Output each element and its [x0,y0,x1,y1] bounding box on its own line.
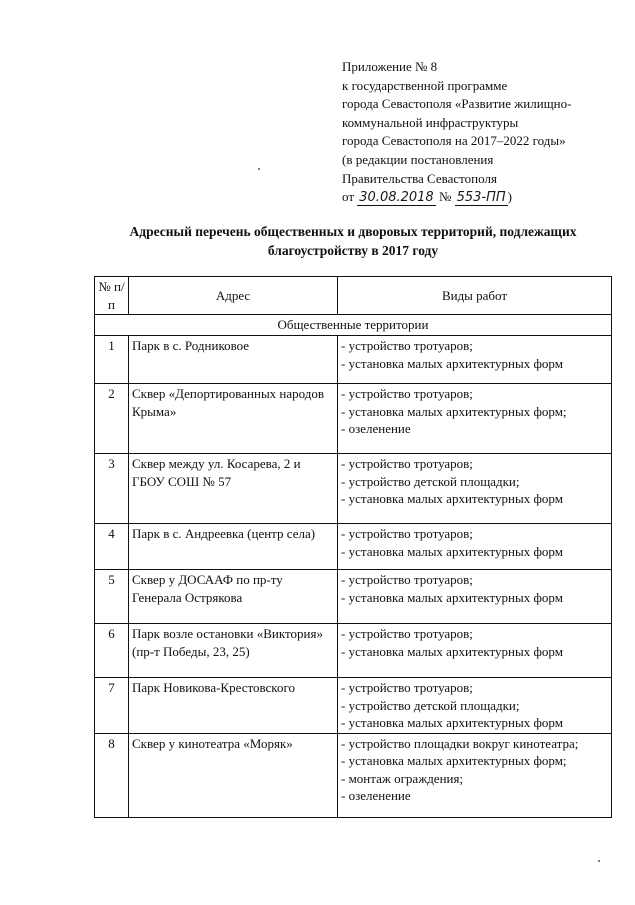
table-row [95,733,612,817]
row-works [338,570,612,624]
row-address: Парк возле остановки «Виктория» (пр-т Победы, 23, 25) [129,624,338,678]
row-number: 7 [95,678,129,734]
address-table [94,276,612,818]
header-works: Виды работ [338,277,612,315]
work-item: - установка малых архитектурных форм [341,355,563,371]
handwritten-date: 30.08.2018 [359,190,434,206]
handwritten-number: 553-ПП [456,190,506,206]
appendix-line: города Севастополя на 2017–2022 годы» [342,133,566,149]
number-label: № [438,189,452,205]
appendix-line: коммунальной инфраструктуры [342,114,519,130]
work-item: - устройство тротуаров; [341,456,473,471]
table-row [95,624,612,678]
work-item: - установка малых архитектурных форм; [341,753,567,768]
table-header-row [95,277,612,315]
row-number: 5 [95,570,129,624]
table-row [95,570,612,624]
appendix-line: города Севастополя «Развитие жилищно- [342,96,572,112]
row-works [338,678,612,734]
title-line: Адресный перечень общественных и дворовых территорий, подлежащих [129,224,577,239]
resolution-reference [342,188,632,207]
row-works [338,454,612,524]
appendix-line: Приложение № 8 [342,59,438,74]
work-item: - озеленение [341,788,411,803]
work-item: - установка малых архитектурных форм [341,715,563,730]
row-address: Парк Новикова-Крестовского [129,678,338,734]
row-number: 3 [95,454,129,524]
row-address: Сквер у ДОСААФ по пр-ту Генерала Острякова [129,570,338,624]
row-works [338,624,612,678]
table-row [95,336,612,384]
work-item: - устройство тротуаров; [341,680,473,695]
scan-speck [258,168,260,170]
work-item: - устройство тротуаров; [341,526,473,541]
document-title [94,222,612,260]
row-address: Парк в с. Родниковое [129,336,338,384]
row-number: 2 [95,384,129,454]
table-row [95,384,612,454]
scan-speck [598,860,600,862]
work-item: - установка малых архитектурных форм [341,491,563,506]
table-row [95,678,612,734]
header-address: Адрес [129,277,338,315]
row-number: 6 [95,624,129,678]
work-item: - установка малых архитектурных форм [341,543,563,559]
work-item: - устройство тротуаров; [341,626,473,641]
appendix-line: (в редакции постановления [342,151,494,167]
work-item: - установка малых архитектурных форм; [341,403,567,419]
header-num: № п/п [95,277,129,315]
table-row [95,454,612,524]
work-item: - установка малых архитектурных форм [341,589,563,605]
row-works [338,733,612,817]
work-item: - установка малых архитектурных форм [341,643,563,659]
row-number: 8 [95,733,129,817]
row-address: Сквер «Депортированных народов Крыма» [129,384,338,454]
work-item: - устройство тротуаров; [341,338,473,353]
work-item: - устройство тротуаров; [341,572,473,587]
work-item: - устройство тротуаров; [341,386,473,401]
section-label: Общественные территории [95,315,612,336]
row-works [338,384,612,454]
closing-paren: ) [507,189,513,205]
table-row [95,524,612,570]
row-works [338,336,612,384]
appendix-line: к государственной программе [342,77,508,93]
row-address: Парк в с. Андреевка (центр села) [129,524,338,570]
work-item: - озеленение [341,421,411,436]
work-item: - устройство детской площадки; [341,473,520,489]
appendix-line: Правительства Севастополя [342,170,497,186]
work-item: - монтаж ограждения; [341,770,464,786]
work-item: - устройство площадки вокруг кинотеатра; [341,735,579,751]
row-number: 1 [95,336,129,384]
section-row [95,315,612,336]
appendix-block [342,58,632,207]
row-number: 4 [95,524,129,570]
from-label: от [342,189,355,205]
row-address: Сквер у кинотеатра «Моряк» [129,733,338,817]
work-item: - устройство детской площадки; [341,697,520,713]
title-line: благоустройству в 2017 году [267,243,439,258]
row-works [338,524,612,570]
row-address: Сквер между ул. Косарева, 2 и ГБОУ СОШ № 57 [129,454,338,524]
